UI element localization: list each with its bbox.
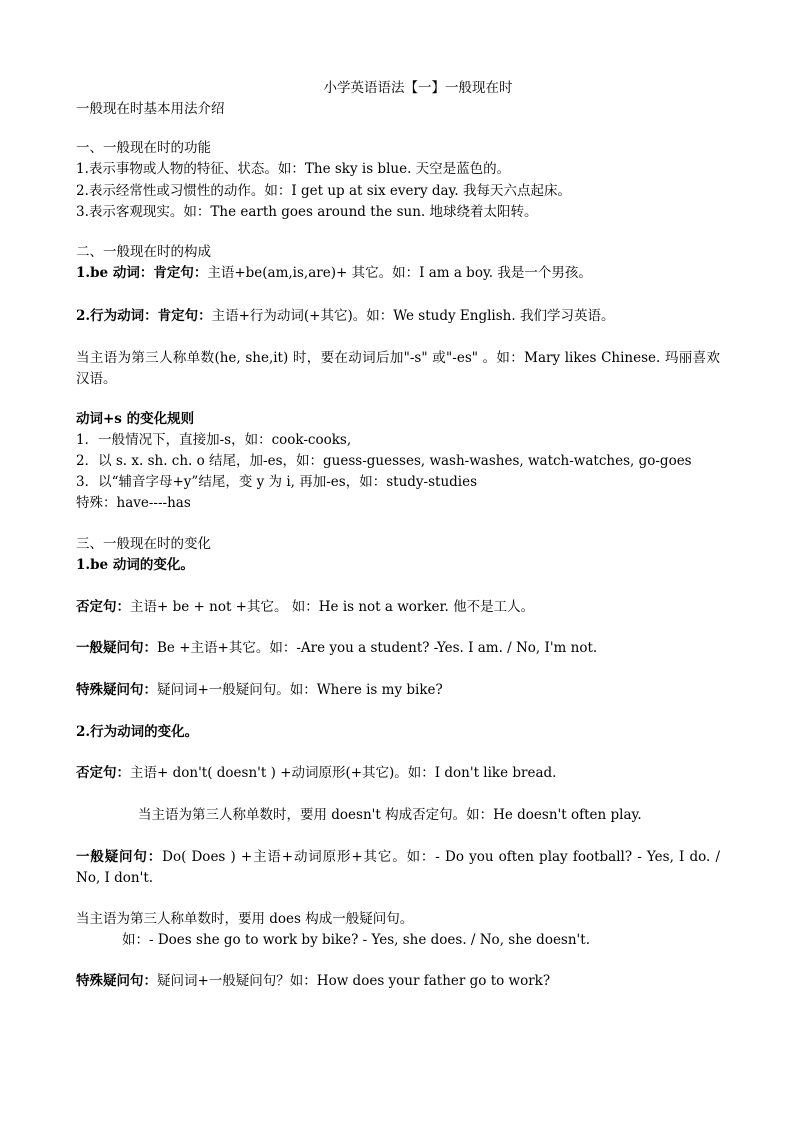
verb-negative-label: 否定句： <box>76 765 130 781</box>
intro-heading: 一般现在时基本用法介绍 <box>76 101 225 117</box>
be-question-line <box>76 639 597 657</box>
be-question-label: 一般疑问句： <box>76 640 157 656</box>
rule-item-3: 3．以“辅音字母+y”结尾，变 y 为 i, 再加-es，如：study-studies <box>76 474 478 490</box>
verb-special-text: 疑问词+一般疑问句？如：How does your father go to work? <box>157 973 551 989</box>
verb-question-third: 当主语为第三人称单数时，要用 does 构成一般疑问句。 <box>76 911 414 927</box>
be-negative-line <box>76 598 534 616</box>
rule-item-2: 2．以 s. x. sh. ch. o 结尾，加-es，如：guess-guesses, wash-washes, watch-watches, go-goes <box>76 453 692 469</box>
section1-item-1: 1.表示事物或人物的特征、状态。如：The sky is blue. 天空是蓝色的。 <box>76 161 511 177</box>
verb-question-label: 一般疑问句： <box>76 849 163 865</box>
be-change-heading: 1.be 动词的变化。 <box>76 557 194 573</box>
verb-affirmative-label: 2.行为动词：肯定句： <box>76 308 212 324</box>
rule-item-1: 1．一般情况下，直接加-s，如：cook-cooks, <box>76 432 352 448</box>
verb-question-text: Do( Does ) +主语+动词原形+其它。如：- Do you often play football? - Yes, I do. / No, I don't. <box>76 849 721 886</box>
be-special-label: 特殊疑问句： <box>76 682 157 698</box>
be-affirmative-line <box>76 264 592 282</box>
be-negative-text: 主语+ be + not +其它。 如：He is not a worker. 他不是工人。 <box>130 599 535 615</box>
third-person-rule: 当主语为第三人称单数(he, she,it) 时，要在动词后加"-s" 或"-es" 。如：Mary likes Chinese. 玛丽喜欢汉语。 <box>76 350 720 387</box>
verb-change-heading: 2.行为动词的变化。 <box>76 724 199 740</box>
be-negative-label: 否定句： <box>76 599 130 615</box>
verb-negative-third: 当主语为第三人称单数时，要用 doesn't 构成否定句。如：He doesn't often play. <box>138 807 642 823</box>
section1-item-2: 2.表示经常性或习惯性的动作。如：I get up at six every day. 我每天六点起床。 <box>76 183 571 199</box>
section1-item-3: 3.表示客观现实。如：The earth goes around the sun. 地球绕着太阳转。 <box>76 204 538 220</box>
verb-question-block <box>76 847 720 889</box>
be-affirmative-label: 1.be 动词：肯定句： <box>76 265 208 281</box>
verb-negative-text: 主语+ don't( doesn't ) +动词原形(+其它)。如：I don't like bread. <box>130 765 557 781</box>
be-affirmative-text: 主语+be(am,is,are)+ 其它。如：I am a boy. 我是一个男孩。 <box>207 265 592 281</box>
page-title: 小学英语语法【一】一般现在时 <box>323 80 513 96</box>
be-special-line <box>76 681 443 699</box>
verb-question-example: 如：- Does she go to work by bike? - Yes, she does. / No, she doesn't. <box>122 932 590 948</box>
rules-heading: 动词+s 的变化规则 <box>76 411 195 427</box>
verb-affirmative-line <box>76 307 614 325</box>
verb-special-line <box>76 972 550 990</box>
verb-special-label: 特殊疑问句： <box>76 973 157 989</box>
section1-heading: 一、一般现在时的功能 <box>76 140 211 156</box>
be-question-text: Be +主语+其它。如：-Are you a student? -Yes. I am. / No, I'm not. <box>157 640 598 656</box>
verb-affirmative-text: 主语+行为动词(+其它)。如：We study English. 我们学习英语。 <box>211 308 615 324</box>
rule-special: 特殊：have----has <box>76 495 191 511</box>
verb-negative-line <box>76 764 556 782</box>
section3-heading: 三、一般现在时的变化 <box>76 536 211 552</box>
be-special-text: 疑问词+一般疑问句。如：Where is my bike? <box>157 682 443 698</box>
section2-heading: 二、一般现在时的构成 <box>76 244 211 260</box>
